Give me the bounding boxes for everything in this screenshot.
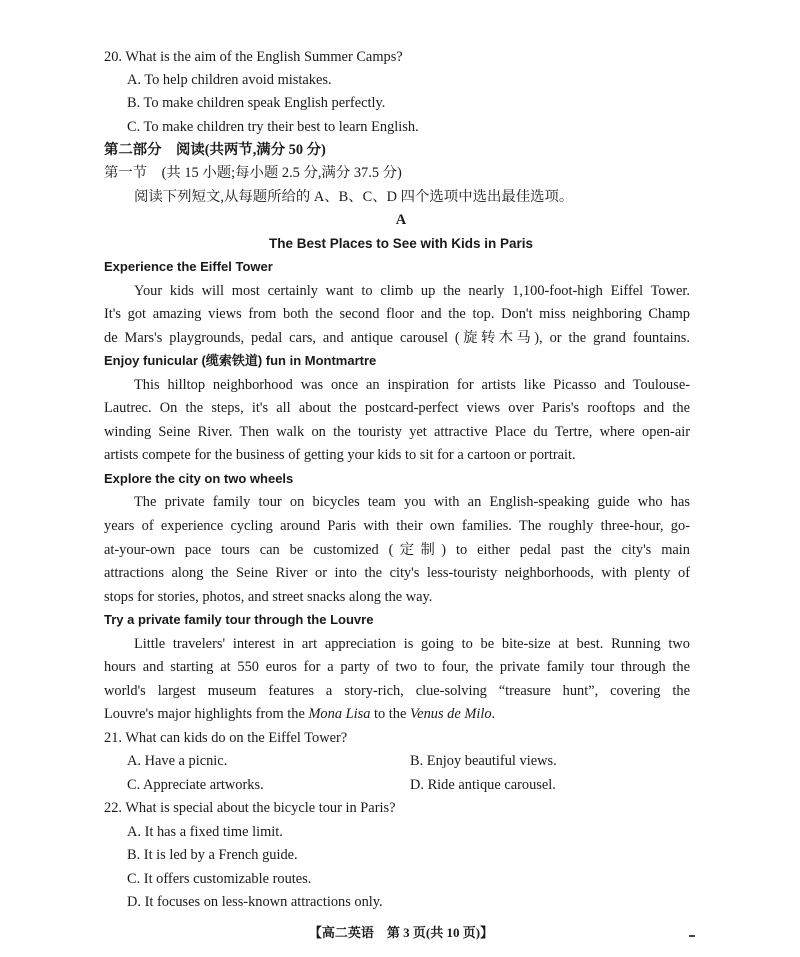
q20-option-b: B. To make children speak English perfectly. bbox=[127, 95, 386, 111]
louvre-line-4-mid: to the bbox=[370, 706, 410, 722]
section1-heading: 第一节 (共 15 小题;每小题 2.5 分,满分 37.5 分) bbox=[104, 165, 402, 181]
bikes-line-2: years of experience cycling around Paris with their own families. The roughly three-hour, go- bbox=[104, 518, 690, 534]
eiffel-line-3: de Mars's playgrounds, pedal cars, and antique carousel (旋转木马), or the grand fountains. bbox=[104, 330, 690, 346]
q22-option-b: B. It is led by a French guide. bbox=[127, 847, 298, 863]
q20-stem: 20. What is the aim of the English Summer Camps? bbox=[104, 49, 403, 65]
louvre-line-1: Little travelers' interest in art appreciation is going to be bite-size at best. Running two bbox=[134, 636, 690, 652]
bikes-line-4: attractions along the Seine River or into the city's less-touristy neighborhoods, with plenty of bbox=[104, 565, 690, 581]
louvre-line-2: hours and starting at 550 euros for a party of two to four, the private family tour through the bbox=[104, 659, 690, 675]
louvre-line-4 bbox=[104, 705, 495, 723]
q22-option-a: A. It has a fixed time limit. bbox=[127, 824, 283, 840]
montmartre-line-4: artists compete for the business of getting your kids to sit for a cartoon or portrait. bbox=[104, 447, 576, 463]
reading-instruction: 阅读下列短文,从每题所给的 A、B、C、D 四个选项中选出最佳选项。 bbox=[134, 189, 574, 205]
q22-option-c: C. It offers customizable routes. bbox=[127, 871, 312, 887]
passage-title: The Best Places to See with Kids in Paris bbox=[268, 236, 534, 251]
eiffel-line-1: Your kids will most certainly want to climb up the nearly 1,100-foot-high Eiffel Tower. bbox=[134, 283, 690, 299]
q21-option-c: C. Appreciate artworks. bbox=[127, 777, 264, 793]
section-heading-bikes: Explore the city on two wheels bbox=[104, 471, 294, 486]
part2-heading: 第二部分 阅读(共两节,满分 50 分) bbox=[104, 142, 326, 158]
louvre-line-4-end: . bbox=[491, 706, 496, 722]
page-footer: 【高二英语 第 3 页(共 10 页)】 bbox=[308, 925, 494, 940]
q21-stem: 21. What can kids do on the Eiffel Tower? bbox=[104, 730, 348, 746]
q20-option-c: C. To make children try their best to learn English. bbox=[127, 119, 419, 135]
q21-option-b: B. Enjoy beautiful views. bbox=[410, 753, 557, 769]
q21-option-a: A. Have a picnic. bbox=[127, 753, 228, 769]
artwork-title-venus-de-milo: Venus de Milo bbox=[409, 706, 492, 722]
bikes-line-1: The private family tour on bicycles team you with an English-speaking guide who has bbox=[134, 494, 690, 510]
louvre-line-4-prefix: Louvre's major highlights from the bbox=[104, 706, 309, 722]
louvre-line-3: world's largest museum features a story-rich, clue-solving “treasure hunt”, covering the bbox=[104, 683, 690, 699]
section-heading-louvre: Try a private family tour through the Louvre bbox=[104, 612, 374, 627]
q20-option-a: A. To help children avoid mistakes. bbox=[127, 72, 332, 88]
scan-mark bbox=[689, 935, 695, 937]
montmartre-line-2: Lautrec. On the steps, it's all about the postcard-perfect views over Paris's rooftops and the bbox=[104, 400, 690, 416]
artwork-title-mona-lisa: Mona Lisa bbox=[308, 706, 371, 722]
section-heading-eiffel: Experience the Eiffel Tower bbox=[104, 259, 273, 274]
q21-option-d: D. Ride antique carousel. bbox=[410, 777, 556, 793]
bikes-line-3: at-your-own pace tours can be customized (定制) to either pedal past the city's main bbox=[104, 542, 690, 558]
passage-letter: A bbox=[395, 212, 407, 228]
bikes-line-5: stops for stories, photos, and street snacks along the way. bbox=[104, 589, 433, 605]
q22-stem: 22. What is special about the bicycle tour in Paris? bbox=[104, 800, 396, 816]
q22-option-d: D. It focuses on less-known attractions only. bbox=[127, 894, 383, 910]
montmartre-line-1: This hilltop neighborhood was once an inspiration for artists like Picasso and Toulouse- bbox=[134, 377, 690, 393]
eiffel-line-2: It's got amazing views from both the second floor and the top. Don't miss neighboring Champ bbox=[104, 306, 690, 322]
section-heading-montmartre: Enjoy funicular (缆索铁道) fun in Montmartre bbox=[104, 353, 377, 368]
montmartre-line-3: winding Seine River. Then walk on the touristy yet attractive Place du Tertre, where open-air bbox=[104, 424, 690, 440]
